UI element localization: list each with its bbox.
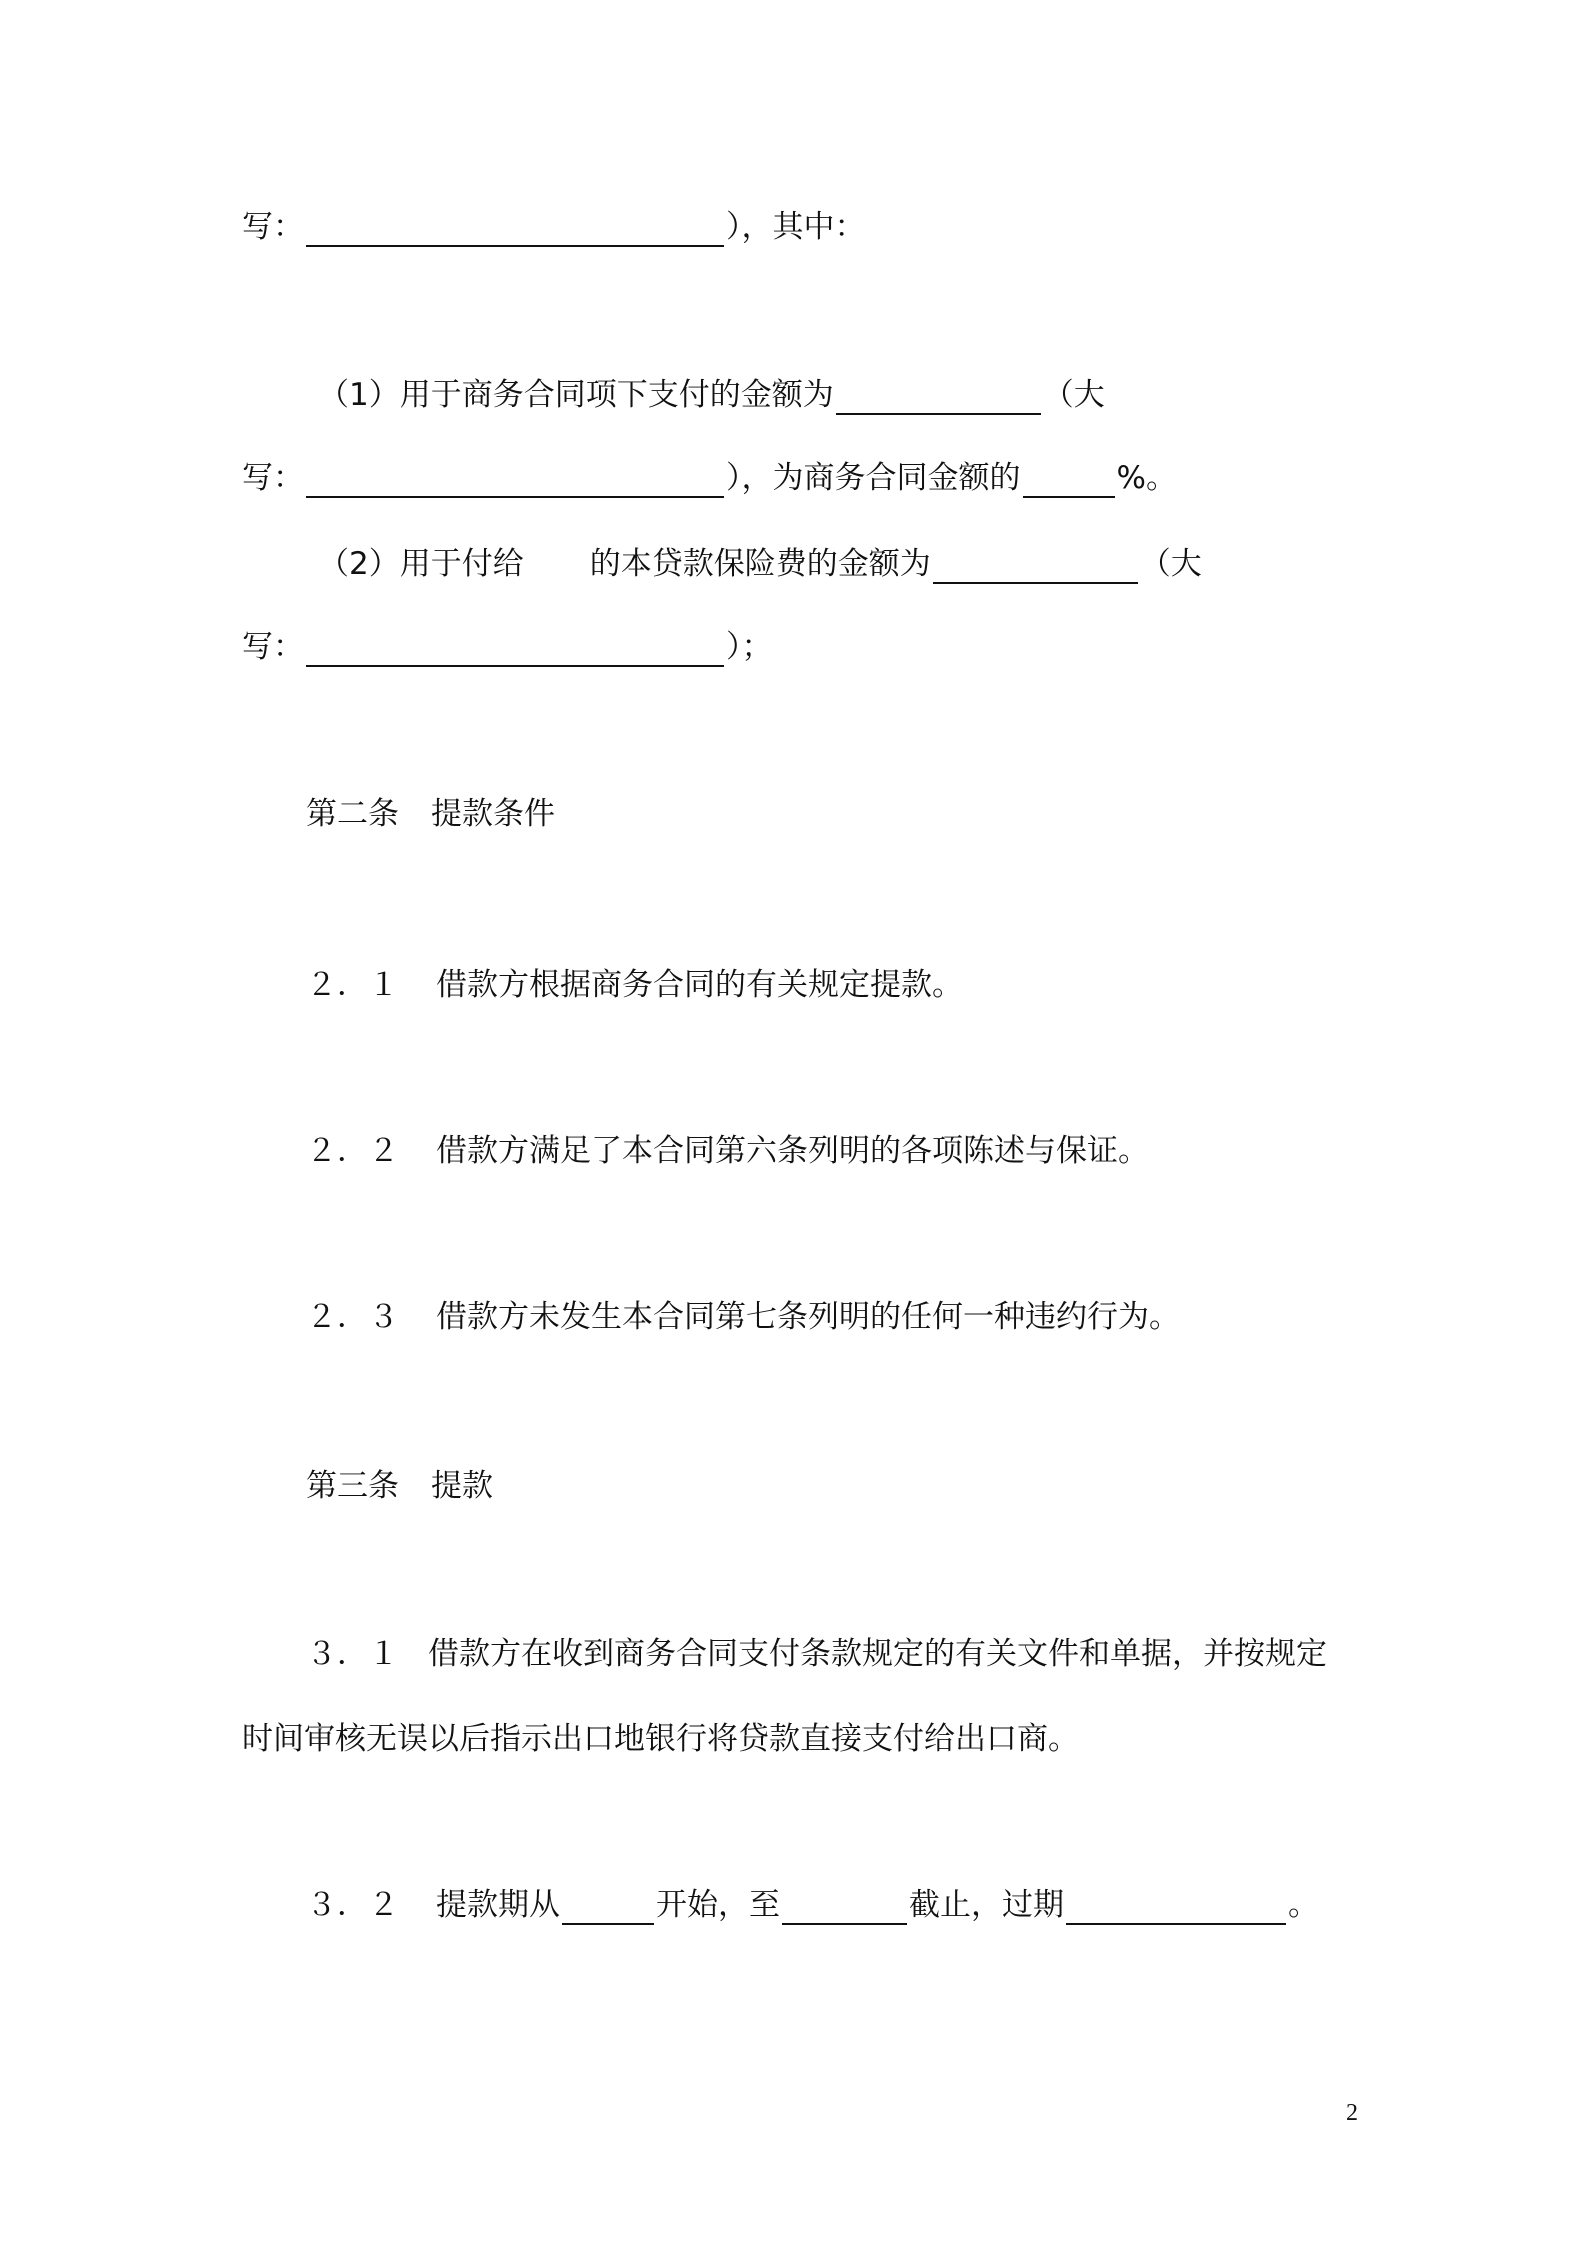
line-amount-words-3: 写： ）； xyxy=(242,629,773,665)
clause-2-3: ２．３ 借款方未发生本合同第七条列明的任何一种违约行为。 xyxy=(306,1299,1180,1335)
line-amount-words-2: 写： ），为商务合同金额的 %。 xyxy=(242,460,1177,496)
page-number: 2 xyxy=(1346,2100,1358,2126)
fill-blank[interactable] xyxy=(933,548,1138,584)
clause-2-2: ２．２ 借款方满足了本合同第六条列明的各项陈述与保证。 xyxy=(306,1133,1149,1169)
fill-blank[interactable] xyxy=(1066,1889,1286,1925)
fill-blank[interactable] xyxy=(1023,462,1115,498)
clause-3-1: ３．１ 借款方在收到商务合同支付条款规定的有关文件和单据，并按规定 xyxy=(306,1636,1327,1672)
fill-blank[interactable] xyxy=(782,1889,907,1925)
fill-blank[interactable] xyxy=(306,631,724,667)
line-item-2: （2）用于付给 的本贷款保险费的金额为 （大 xyxy=(318,546,1202,582)
clause-2-1: ２．１ 借款方根据商务合同的有关规定提款。 xyxy=(306,967,963,1003)
line-amount-words-1: 写： ），其中： xyxy=(242,209,866,245)
fill-blank[interactable] xyxy=(562,1889,654,1925)
clause-3-1-continued: 时间审核无误以后指示出口地银行将贷款直接支付给出口商。 xyxy=(242,1721,1079,1757)
heading-article-2: 第二条 提款条件 xyxy=(306,796,555,832)
line-item-1: （1）用于商务合同项下支付的金额为 （大 xyxy=(318,377,1105,413)
heading-article-3: 第三条 提款 xyxy=(306,1468,493,1504)
fill-blank[interactable] xyxy=(306,462,724,498)
clause-3-2: ３．２ 提款期从 开始，至 截止，过期 。 xyxy=(306,1887,1319,1923)
fill-blank[interactable] xyxy=(306,211,724,247)
fill-blank[interactable] xyxy=(836,379,1041,415)
